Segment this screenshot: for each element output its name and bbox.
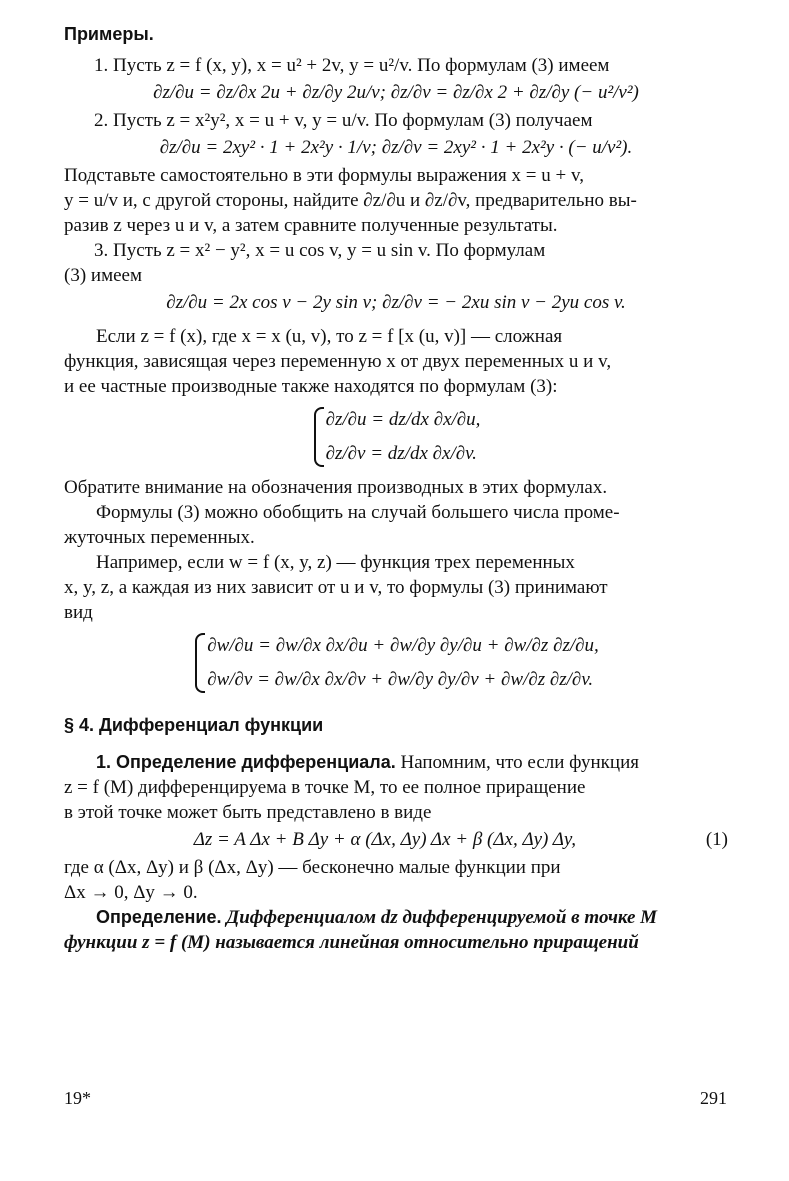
example-line-1: Например, если w = f (x, y, z) — функция трех переменных	[96, 552, 575, 573]
definition-line-1	[64, 905, 728, 930]
example-3-text	[64, 238, 728, 263]
where-line-2: Δx → 0, Δy → 0.	[64, 882, 198, 903]
def-intro-line-1	[64, 750, 728, 775]
system-1-row-2: ∂z/∂v = dz/dx ∂x/∂v.	[325, 443, 477, 464]
example-1-statement: Пусть z = f (x, y), x = u² + 2v, y = u²/v. По формулам (3) имеем	[113, 55, 610, 76]
substitute-line-3: разив z через u и v, а затем сравните полученные результаты.	[64, 215, 558, 236]
definition-line-2: функции z = f (M) называется линейная относительно приращений	[64, 932, 639, 953]
where-line-1: где α (Δx, Δy) и β (Δx, Δy) — бесконечно малые функции при	[64, 857, 561, 878]
if-line-2: функция, зависящая через переменную x от двух переменных u и v,	[64, 351, 612, 372]
substitute-line-2: y = u/v и, с другой стороны, найдите ∂z/∂u и ∂z/∂v, предварительно вы-	[64, 190, 637, 211]
def-intro-rest: Напомним, что если функция	[400, 752, 639, 773]
example-1-text	[64, 53, 728, 78]
section-title: § 4. Дифференциал функции	[64, 715, 324, 735]
system-1	[64, 403, 728, 471]
increment-formula-row	[64, 829, 728, 851]
equation-number: (1)	[705, 829, 728, 850]
system-2	[64, 629, 728, 697]
def-intro-title: 1. Определение дифференциала.	[96, 752, 396, 772]
substitute-line-1: Подставьте самостоятельно в эти формулы выражения x = u + v,	[64, 165, 584, 186]
definition-text-1: Дифференциалом dz дифференцируемой в точке M	[226, 907, 658, 928]
system-2-row-2: ∂w/∂v = ∂w/∂x ∂x/∂v + ∂w/∂y ∂y/∂v + ∂w/∂z ∂z/∂v.	[207, 669, 594, 690]
if-line-1: Если z = f (x), где x = x (u, v), то z = f [x (u, v)] — сложная	[96, 326, 563, 347]
page-footer	[64, 1088, 727, 1109]
example-3-label: 3.	[94, 240, 109, 261]
example-2-formula: ∂z/∂u = 2xy² · 1 + 2x²y · 1/v; ∂z/∂v = 2xy² · 1 + 2x²y · (− u/v²).	[159, 137, 633, 158]
if-line-3: и ее частные производные также находятся по формулам (3):	[64, 376, 558, 397]
system-1-brace	[312, 403, 481, 471]
generalize-line-1: Формулы (3) можно обобщить на случай большего числа проме-	[96, 502, 620, 523]
generalize-line-2: жуточных переменных.	[64, 527, 255, 548]
system-2-brace	[193, 629, 599, 697]
def-intro-line-2: z = f (M) дифференцируема в точке M, то ее полное приращение	[64, 777, 586, 798]
notation-line: Обратите внимание на обозначения производных в этих формулах.	[64, 477, 608, 498]
example-line-2: x, y, z, а каждая из них зависит от u и v, то формулы (3) принимают	[64, 577, 608, 598]
page-content	[64, 22, 728, 955]
example-1-label: 1.	[94, 55, 109, 76]
example-3-formula: ∂z/∂u = 2x cos v − 2y sin v; ∂z/∂v = − 2xu sin v − 2yu cos v.	[166, 292, 626, 313]
examples-heading: Примеры.	[64, 24, 154, 44]
system-1-row-1: ∂z/∂u = dz/dx ∂x/∂u,	[325, 409, 481, 430]
example-2-label: 2.	[94, 110, 109, 131]
example-line-3: вид	[64, 602, 93, 623]
example-2-statement: Пусть z = x²y², x = u + v, y = u/v. По формулам (3) получаем	[113, 110, 593, 131]
example-1-formula: ∂z/∂u = ∂z/∂x 2u + ∂z/∂y 2u/v; ∂z/∂v = ∂z/∂x 2 + ∂z/∂y (− u²/v²)	[153, 82, 639, 103]
example-3-statement: Пусть z = x² − y², x = u cos v, y = u sin v. По формулам	[113, 240, 546, 261]
increment-formula: Δz = A Δx + B Δy + α (Δx, Δy) Δx + β (Δx, Δy) Δy,	[193, 829, 577, 850]
page-number: 291	[700, 1088, 727, 1108]
system-2-row-1: ∂w/∂u = ∂w/∂x ∂x/∂u + ∂w/∂y ∂y/∂u + ∂w/∂z ∂z/∂u,	[207, 635, 599, 656]
example-2-text	[64, 108, 728, 133]
signature-mark: 19*	[64, 1088, 91, 1108]
definition-title: Определение.	[96, 907, 222, 927]
def-intro-line-3: в этой точке может быть представлено в виде	[64, 802, 432, 823]
example-3-text-cont: (3) имеем	[64, 265, 142, 286]
